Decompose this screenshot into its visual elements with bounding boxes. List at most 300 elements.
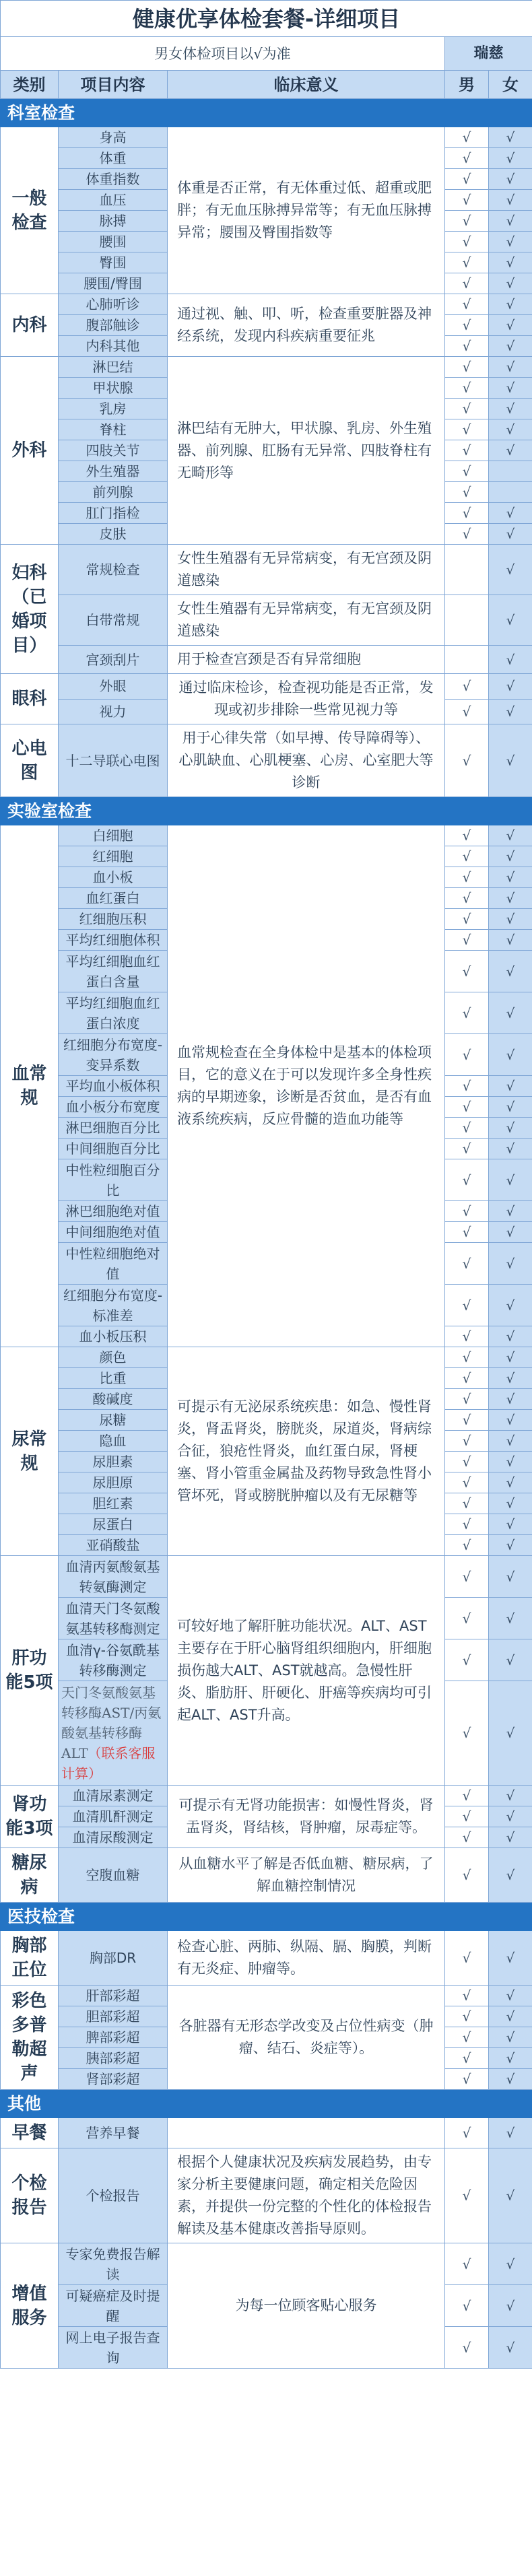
item-name	[59, 2006, 168, 2027]
item-name-text: 腹部触诊	[86, 317, 140, 333]
male-check: √	[445, 2243, 489, 2285]
table-row	[1, 2243, 532, 2285]
significance-cell: 体重是否正常，有无体重过低、超重或肥胖；有无血压脉搏异常等；有无血压脉搏异常；腰围及臀围指数等	[168, 127, 445, 294]
item-name-text: 血清丙氨酸氨基转氨酶测定	[65, 1558, 160, 1595]
male-check: √	[445, 294, 489, 315]
male-check: √	[445, 1535, 489, 1556]
item-name	[59, 1159, 168, 1201]
item-name-text: 内科其他	[86, 338, 140, 354]
significance-cell: 可提示有无泌尿系统疾患：如急、慢性肾炎，肾盂肾炎，膀胱炎，尿道炎，肾病综合征，狼疮性肾炎，血红蛋白尿，肾梗塞、肾小管重金属盐及药物导致急性肾小管坏死，肾或膀胱肿瘤以及有无尿糖等	[168, 1347, 445, 1556]
item-name-text: 尿糖	[99, 1412, 127, 1428]
male-check: √	[445, 1097, 489, 1118]
item-name-text: 颜色	[99, 1349, 127, 1365]
item-name-text: 白带常规	[86, 612, 140, 628]
item-name-text: 皮肤	[99, 526, 127, 542]
female-check: √	[489, 545, 532, 595]
item-name	[59, 2069, 168, 2090]
significance-cell: 为每一位顾客贴心服务	[168, 2243, 445, 2369]
item-name	[59, 461, 168, 482]
item-name-text: 腰围/臀围	[84, 275, 142, 292]
female-check: √	[489, 2243, 532, 2285]
male-check: √	[445, 1410, 489, 1431]
male-check: √	[445, 378, 489, 399]
female-check: √	[489, 169, 532, 190]
item-name-text: 常规检查	[86, 562, 140, 578]
male-check: √	[445, 2118, 489, 2148]
male-check: √	[445, 1556, 489, 1598]
male-check: √	[445, 482, 489, 503]
item-name	[59, 1556, 168, 1598]
male-check: √	[445, 190, 489, 211]
female-check: √	[489, 1368, 532, 1389]
item-name	[59, 2285, 168, 2327]
table-row	[1, 595, 532, 646]
female-check: √	[489, 1159, 532, 1201]
female-check: √	[489, 699, 532, 724]
male-check: √	[445, 867, 489, 888]
item-name-text: 腰围	[99, 234, 127, 250]
female-check: √	[489, 1931, 532, 1986]
item-name	[59, 357, 168, 378]
item-name	[59, 252, 168, 273]
table-row	[1, 646, 532, 674]
male-check: √	[445, 1326, 489, 1347]
item-name-text: 平均红细胞血红蛋白含量	[65, 953, 160, 990]
female-check: √	[489, 252, 532, 273]
item-name	[59, 1786, 168, 1806]
category-cell: 个检报告	[1, 2148, 59, 2243]
item-name	[59, 1389, 168, 1410]
item-name-text: 十二导联心电图	[65, 752, 160, 769]
item-name	[59, 1034, 168, 1076]
significance-cell: 通过临床检诊，检查视功能是否正常，发现或初步排除一些常见视力等	[168, 674, 445, 724]
category-cell: 胸部正位	[1, 1931, 59, 1986]
item-name	[59, 1285, 168, 1326]
item-name-text: 专家免费报告解读	[65, 2245, 160, 2282]
item-name-text: 血小板分布宽度	[65, 1099, 160, 1115]
female-check: √	[489, 1389, 532, 1410]
female-check: √	[489, 1243, 532, 1285]
female-check: √	[489, 867, 532, 888]
table-row	[1, 1556, 532, 1598]
header-male: 男	[445, 71, 489, 99]
male-check	[445, 646, 489, 674]
item-name	[59, 1986, 168, 2006]
female-check: √	[489, 1431, 532, 1452]
male-check: √	[445, 1243, 489, 1285]
male-check: √	[445, 2285, 489, 2327]
item-name-text: 红细胞	[92, 848, 133, 865]
male-check: √	[445, 909, 489, 930]
female-check: √	[489, 1786, 532, 1806]
item-name	[59, 1222, 168, 1243]
female-check: √	[489, 1514, 532, 1535]
table-row	[1, 294, 532, 315]
category-cell: 肾功能3项	[1, 1786, 59, 1848]
female-check: √	[489, 378, 532, 399]
item-name-text: 网上电子报告查询	[65, 2329, 160, 2366]
item-name-text: 平均红细胞血红蛋白浓度	[65, 994, 160, 1031]
significance-cell: 可提示有无肾功能损害：如慢性肾炎，肾盂肾炎，肾结核，肾肿瘤，尿毒症等。	[168, 1786, 445, 1848]
item-name	[59, 1118, 168, 1139]
item-name	[59, 169, 168, 190]
item-name-text: 天门冬氨酸氨基转移酶AST/丙氨酸氨基转移酶ALT	[61, 1685, 162, 1761]
item-name	[59, 1681, 168, 1786]
item-name	[59, 1243, 168, 1285]
item-name	[59, 2148, 168, 2243]
female-check: √	[489, 1347, 532, 1368]
item-name-text: 淋巴细胞绝对值	[65, 1203, 160, 1219]
section-header	[1, 2090, 532, 2118]
male-check: √	[445, 1827, 489, 1848]
item-name-text: 空腹血糖	[86, 1867, 140, 1883]
male-check: √	[445, 888, 489, 909]
item-name	[59, 273, 168, 294]
female-check: √	[489, 2027, 532, 2048]
category-cell: 增值服务	[1, 2243, 59, 2369]
female-check: √	[489, 1827, 532, 1848]
female-check: √	[489, 1472, 532, 1493]
item-name-text: 平均血小板体积	[65, 1078, 160, 1094]
item-name	[59, 1514, 168, 1535]
female-check: √	[489, 2148, 532, 2243]
item-name-text: 血清肌酐测定	[72, 1808, 154, 1825]
female-check: √	[489, 646, 532, 674]
item-name	[59, 1472, 168, 1493]
item-name	[59, 1139, 168, 1159]
item-name	[59, 524, 168, 545]
item-name-text: 中性粒细胞绝对值	[65, 1245, 160, 1282]
significance-cell: 根据个人健康状况及疾病发展趋势，由专家分析主要健康问题，确定相关危险因素，并提供一份完整的个性化的体检报告解读及基本健康改善指导原则。	[168, 2148, 445, 2243]
header-female: 女	[489, 71, 532, 99]
male-check: √	[445, 1931, 489, 1986]
significance-cell: 淋巴结有无肿大，甲状腺、乳房、外生殖器、前列腺、肛肠有无异常、四肢脊柱有无畸形等	[168, 357, 445, 545]
female-check: √	[489, 357, 532, 378]
male-check: √	[445, 992, 489, 1034]
female-check: √	[489, 951, 532, 992]
category-cell: 心电图	[1, 724, 59, 797]
female-check: √	[489, 1118, 532, 1139]
female-check: √	[489, 440, 532, 461]
significance-cell: 用于检查宫颈是否有异常细胞	[168, 646, 445, 674]
item-name	[59, 1097, 168, 1118]
category-cell: 肝功能5项	[1, 1556, 59, 1786]
category-cell: 一般检查	[1, 127, 59, 294]
item-name	[59, 674, 168, 700]
item-name	[59, 1431, 168, 1452]
item-name-text: 血清尿素测定	[72, 1788, 154, 1804]
item-name	[59, 867, 168, 888]
female-check: √	[489, 2327, 532, 2369]
item-name-text: 乳房	[99, 401, 127, 417]
item-name-text: 心肺听诊	[86, 296, 140, 312]
item-name	[59, 148, 168, 169]
female-check: √	[489, 1493, 532, 1514]
item-name	[59, 951, 168, 992]
category-cell: 糖尿病	[1, 1848, 59, 1903]
male-check: √	[445, 1222, 489, 1243]
item-name	[59, 2243, 168, 2285]
item-name-text: 外生殖器	[86, 463, 140, 479]
item-name-text: 胸部DR	[89, 1950, 137, 1966]
female-check: √	[489, 211, 532, 232]
item-name	[59, 503, 168, 524]
category-cell: 血常规	[1, 825, 59, 1347]
item-name	[59, 2027, 168, 2048]
female-check: √	[489, 2069, 532, 2090]
section-title: 实验室检查	[1, 797, 532, 825]
male-check: √	[445, 951, 489, 992]
item-name	[59, 846, 168, 867]
item-name	[59, 595, 168, 646]
male-check: √	[445, 846, 489, 867]
male-check: √	[445, 1118, 489, 1139]
female-check: √	[489, 1556, 532, 1598]
table-row	[1, 2148, 532, 2243]
male-check: √	[445, 1139, 489, 1159]
item-name-text: 红细胞分布宽度-变异系数	[63, 1036, 163, 1073]
item-name-text: 隐血	[99, 1433, 127, 1449]
male-check: √	[445, 461, 489, 482]
significance-cell: 检查心脏、两肺、纵隔、膈、胸膜，判断有无炎症、肿瘤等。	[168, 1931, 445, 1986]
item-name-text: 前列腺	[92, 484, 133, 500]
female-check: √	[489, 1139, 532, 1159]
female-check: √	[489, 190, 532, 211]
page-title: 健康优享体检套餐-详细项目	[1, 1, 532, 37]
item-name	[59, 1639, 168, 1681]
male-check: √	[445, 674, 489, 700]
male-check: √	[445, 357, 489, 378]
item-name-text: 中间细胞百分比	[65, 1141, 160, 1157]
female-check: √	[489, 524, 532, 545]
male-check: √	[445, 524, 489, 545]
item-name-text: 血红蛋白	[86, 890, 140, 906]
female-check: √	[489, 1986, 532, 2006]
item-name-text: 红细胞分布宽度-标准差	[63, 1287, 163, 1324]
female-check: √	[489, 1222, 532, 1243]
item-name	[59, 1535, 168, 1556]
male-check: √	[445, 211, 489, 232]
table-row	[1, 545, 532, 595]
table-row	[1, 1347, 532, 1368]
item-name-text: 营养早餐	[86, 2125, 140, 2141]
male-check: √	[445, 2069, 489, 2090]
female-check: √	[489, 2118, 532, 2148]
male-check: √	[445, 1201, 489, 1222]
male-check: √	[445, 1076, 489, 1097]
table-row	[1, 1931, 532, 1986]
item-name	[59, 294, 168, 315]
female-check: √	[489, 336, 532, 357]
male-check: √	[445, 440, 489, 461]
item-name	[59, 909, 168, 930]
item-name-text: 血小板压积	[79, 1328, 147, 1345]
female-check	[489, 482, 532, 503]
item-name	[59, 190, 168, 211]
item-name-text: 淋巴细胞百分比	[65, 1120, 160, 1136]
item-name	[59, 1848, 168, 1903]
item-name-text: 四肢关节	[86, 442, 140, 459]
item-name-text: 甲状腺	[92, 380, 133, 396]
item-name	[59, 545, 168, 595]
male-check: √	[445, 724, 489, 797]
female-check: √	[489, 1097, 532, 1118]
male-check: √	[445, 2148, 489, 2243]
male-check: √	[445, 825, 489, 846]
item-name	[59, 211, 168, 232]
female-check: √	[489, 1285, 532, 1326]
male-check: √	[445, 1347, 489, 1368]
category-cell: 内科	[1, 294, 59, 357]
item-name-text: 血清天门冬氨酸氨基转移酶测定	[65, 1600, 160, 1637]
female-check: √	[489, 294, 532, 315]
header-item: 项目内容	[59, 71, 168, 99]
section-title: 科室检查	[1, 99, 532, 127]
item-name	[59, 992, 168, 1034]
item-name	[59, 399, 168, 419]
male-check: √	[445, 699, 489, 724]
male-check: √	[445, 419, 489, 440]
female-check: √	[489, 888, 532, 909]
significance-cell: 女性生殖器有无异常病变，有无宫颈及阴道感染	[168, 545, 445, 595]
female-check: √	[489, 1410, 532, 1431]
table-row	[1, 724, 532, 797]
female-check: √	[489, 1034, 532, 1076]
male-check	[445, 595, 489, 646]
female-check: √	[489, 595, 532, 646]
item-name	[59, 378, 168, 399]
item-name	[59, 2048, 168, 2069]
item-name	[59, 1410, 168, 1431]
item-name	[59, 2327, 168, 2369]
item-name-text: 视力	[99, 703, 127, 720]
item-name-text: 比重	[99, 1370, 127, 1386]
category-cell: 外科	[1, 357, 59, 545]
female-check: √	[489, 846, 532, 867]
item-name-text: 臀围	[99, 255, 127, 271]
female-check: √	[489, 2006, 532, 2027]
significance-cell: 从血糖水平了解是否低血糖、糖尿病，了解血糖控制情况	[168, 1848, 445, 1903]
significance-cell: 各脏器有无形态学改变及占位性病变（肿瘤、结石、炎症等）。	[168, 1986, 445, 2090]
table-row	[1, 1848, 532, 1903]
item-name	[59, 646, 168, 674]
item-name	[59, 930, 168, 951]
significance-cell: 用于心律失常（如早搏、传导障碍等）、心肌缺血、心肌梗塞、心房、心室肥大等诊断	[168, 724, 445, 797]
table-row	[1, 674, 532, 700]
item-name	[59, 1452, 168, 1472]
item-name-text: 肝部彩超	[86, 1988, 140, 2004]
male-check: √	[445, 1034, 489, 1076]
male-check: √	[445, 232, 489, 252]
item-name-text: 血清尿酸测定	[72, 1829, 154, 1845]
significance-cell: 女性生殖器有无异常病变，有无宫颈及阴道感染	[168, 595, 445, 646]
female-check: √	[489, 1639, 532, 1681]
header-significance: 临床意义	[168, 71, 445, 99]
significance-cell: 通过视、触、叩、听，检查重要脏器及神经系统，发现内科疾病重要征兆	[168, 294, 445, 357]
section-header	[1, 1903, 532, 1931]
male-check: √	[445, 2006, 489, 2027]
male-check: √	[445, 148, 489, 169]
selection-note: 男女体检项目以√为准	[1, 37, 445, 71]
female-check: √	[489, 909, 532, 930]
item-name-text: 肾部彩超	[86, 2071, 140, 2087]
significance-cell: 血常规检查在全身体检中是基本的体检项目，它的意义在于可以发现许多全身性疾病的早期迹象，诊断是否贫血，是否有血液系统疾病，反应骨髓的造血功能等	[168, 825, 445, 1347]
female-check: √	[489, 1681, 532, 1786]
male-check: √	[445, 169, 489, 190]
section-title: 医技检查	[1, 1903, 532, 1931]
female-check: √	[489, 2048, 532, 2069]
item-name-text: 红细胞压积	[79, 911, 147, 927]
item-name	[59, 888, 168, 909]
female-check: √	[489, 724, 532, 797]
female-check: √	[489, 1326, 532, 1347]
female-check: √	[489, 992, 532, 1034]
item-name-text: 肛门指检	[86, 505, 140, 521]
category-cell: 早餐	[1, 2118, 59, 2148]
male-check: √	[445, 2048, 489, 2069]
category-cell: 眼科	[1, 674, 59, 724]
male-check: √	[445, 1368, 489, 1389]
female-check: √	[489, 930, 532, 951]
male-check: √	[445, 127, 489, 148]
male-check: √	[445, 1986, 489, 2006]
brand-label: 瑞慈	[445, 37, 532, 71]
item-name	[59, 699, 168, 724]
female-check: √	[489, 399, 532, 419]
item-name-text: 宫颈刮片	[86, 651, 140, 668]
item-name-text: 中间细胞绝对值	[65, 1224, 160, 1240]
item-name-text: 淋巴结	[92, 359, 133, 375]
item-name	[59, 1347, 168, 1368]
female-check: √	[489, 419, 532, 440]
significance-cell: 可较好地了解肝脏功能状况。ALT、AST主要存在于肝心脑肾组织细胞内，肝细胞损伤越大ALT、AST就越高。急慢性肝炎、脂肪肝、肝硬化、肝癌等疾病均可引起ALT、AST升高。	[168, 1556, 445, 1786]
item-name-text: 胰部彩超	[86, 2050, 140, 2066]
item-name	[59, 825, 168, 846]
item-name	[59, 419, 168, 440]
female-check: √	[489, 1076, 532, 1097]
item-name-text: 亚硝酸盐	[86, 1537, 140, 1553]
item-name-text: 体重指数	[86, 171, 140, 187]
male-check	[445, 545, 489, 595]
item-name-text: 胆部彩超	[86, 2008, 140, 2025]
table-row	[1, 825, 532, 846]
female-check: √	[489, 674, 532, 700]
item-name-text: 酸碱度	[92, 1391, 133, 1407]
male-check: √	[445, 1389, 489, 1410]
male-check: √	[445, 1639, 489, 1681]
table-row	[1, 2118, 532, 2148]
item-name-text: 脾部彩超	[86, 2029, 140, 2045]
item-name-text: 脉搏	[99, 213, 127, 229]
male-check: √	[445, 2027, 489, 2048]
item-name	[59, 232, 168, 252]
item-name-text: 血压	[99, 192, 127, 208]
item-name-text: 个检报告	[86, 2188, 140, 2204]
male-check: √	[445, 1431, 489, 1452]
item-name	[59, 2118, 168, 2148]
female-check: √	[489, 1848, 532, 1903]
male-check: √	[445, 1786, 489, 1806]
item-name-text: 白细胞	[92, 827, 133, 844]
item-name	[59, 1201, 168, 1222]
item-name	[59, 482, 168, 503]
item-name	[59, 1493, 168, 1514]
section-title: 其他	[1, 2090, 532, 2118]
male-check: √	[445, 336, 489, 357]
item-name-text: 体重	[99, 150, 127, 166]
item-name	[59, 1827, 168, 1848]
item-name	[59, 1931, 168, 1986]
